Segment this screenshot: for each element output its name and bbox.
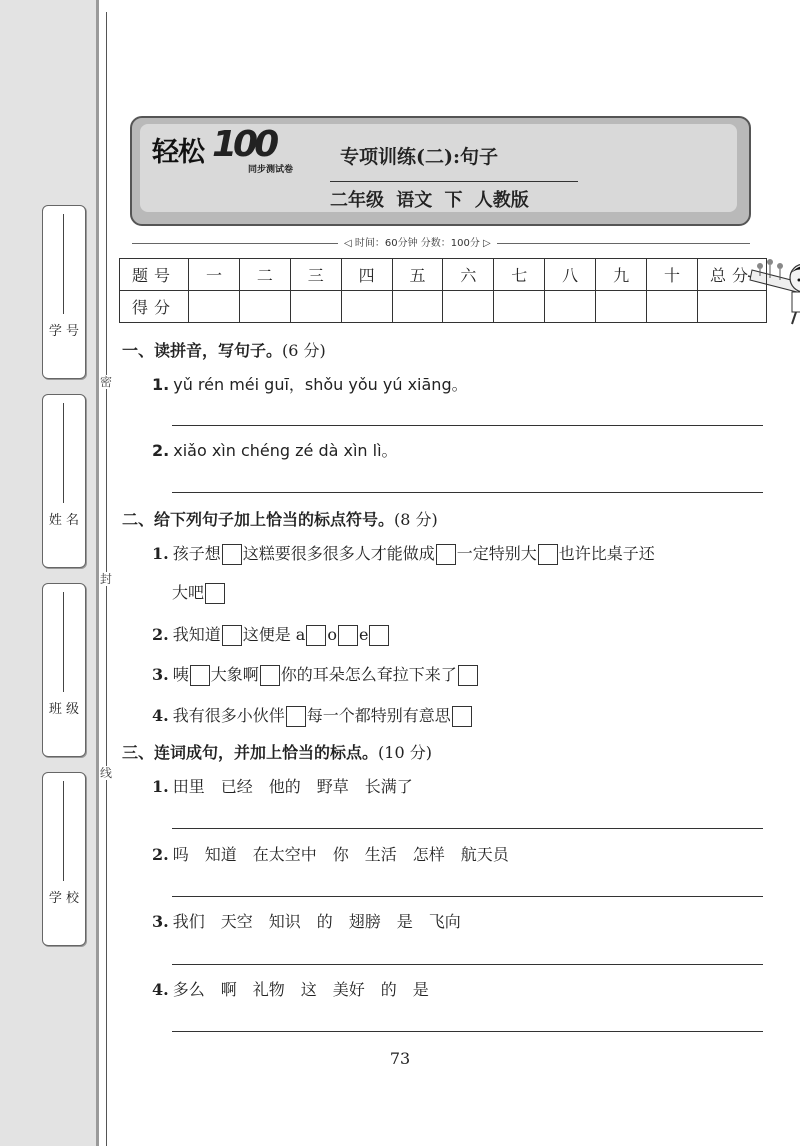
pinyin-text: yǔ rén méi guī，shǒu yǒu yú xiāng。 (173, 375, 468, 394)
question-3-2 (152, 842, 525, 865)
word: 翅膀 (348, 912, 381, 931)
word: 长满了 (364, 777, 413, 796)
word: 航天员 (460, 845, 509, 864)
question-1-2 (152, 438, 398, 461)
question-2-1 (152, 541, 655, 565)
table-header-cell: 九 (596, 259, 647, 291)
sentence-part: 每一个都特别有意思 (306, 706, 451, 725)
page-subtitle: 二年级 语文 下 人教版 (330, 190, 529, 211)
punctuation-box[interactable] (306, 625, 326, 646)
score-cell[interactable] (392, 291, 443, 323)
score-cell[interactable] (647, 291, 698, 323)
score-cell[interactable] (189, 291, 240, 323)
word: 已经 (220, 777, 253, 796)
table-header-cell: 三 (290, 259, 341, 291)
word: 知识 (268, 912, 301, 931)
punctuation-box[interactable] (222, 625, 242, 646)
logo-number: 100 (212, 124, 276, 165)
table-header-cell: 题号 (120, 259, 189, 291)
word: 知道 (204, 845, 237, 864)
score-cell[interactable] (596, 291, 647, 323)
question-number: 2. (152, 441, 170, 460)
word: 野草 (316, 777, 349, 796)
word: 田里 (172, 777, 205, 796)
table-header-cell: 十 (647, 259, 698, 291)
word: 我们 (172, 912, 205, 931)
punctuation-box[interactable] (452, 706, 472, 727)
word: 是 (412, 980, 429, 999)
question-number: 3. (152, 912, 169, 931)
table-header-cell: 七 (494, 259, 545, 291)
seal-mark-xian: 线 (100, 766, 113, 780)
question-2-4 (152, 703, 473, 727)
title-divider (330, 181, 578, 182)
pinyin-text: xiǎo xìn chéng zé dà xìn lì。 (173, 441, 398, 460)
sentence-part: 一定特别大 (456, 544, 537, 563)
answer-line[interactable] (172, 1031, 763, 1032)
name-field[interactable] (42, 394, 86, 568)
table-header-cell: 五 (392, 259, 443, 291)
word: 天空 (220, 912, 253, 931)
sentence-part: o (327, 625, 337, 644)
question-number: 1. (152, 777, 169, 796)
punctuation-box[interactable] (436, 544, 456, 565)
table-header-cell: 六 (443, 259, 494, 291)
binding-rule (96, 0, 99, 1146)
student-id-field[interactable] (42, 205, 86, 379)
question-3-4 (152, 977, 445, 1000)
sentence-part: 我知道 (172, 625, 221, 644)
table-header-cell: 总分 (698, 259, 767, 291)
punctuation-box[interactable] (260, 665, 280, 686)
sentence-part: 大吧 (172, 583, 205, 602)
question-3-3 (152, 909, 477, 932)
question-number: 4. (152, 706, 169, 725)
section-1-points: (6 分) (282, 341, 326, 360)
section-1-heading (122, 338, 326, 361)
sentence-part: 这糕要很多很多人才能做成 (242, 544, 435, 563)
word: 多么 (172, 980, 205, 999)
word: 在太空中 (252, 845, 317, 864)
word: 是 (396, 912, 413, 931)
word: 生活 (364, 845, 397, 864)
answer-line[interactable] (172, 828, 763, 829)
school-label: 学 校 (48, 891, 80, 906)
punctuation-box[interactable] (338, 625, 358, 646)
sentence-part: 咦 (172, 665, 189, 684)
table-header-cell: 二 (239, 259, 290, 291)
student-id-label: 学 号 (48, 324, 80, 339)
section-3-heading (122, 740, 432, 763)
sentence-part: 你的耳朵怎么耷拉下来了 (280, 665, 457, 684)
score-cell[interactable] (545, 291, 596, 323)
score-cell[interactable] (494, 291, 545, 323)
answer-line[interactable] (172, 425, 763, 426)
table-header-cell: 八 (545, 259, 596, 291)
word: 美好 (332, 980, 365, 999)
write-line (63, 592, 64, 692)
score-table-header-row (120, 259, 767, 291)
seal-mark-mi: 密 (100, 375, 113, 389)
word: 飞向 (428, 912, 461, 931)
score-cell[interactable] (341, 291, 392, 323)
word: 吗 (172, 845, 189, 864)
question-2-3 (152, 662, 479, 686)
table-header-cell: 一 (189, 259, 240, 291)
class-field[interactable] (42, 583, 86, 757)
punctuation-box[interactable] (538, 544, 558, 565)
word: 你 (332, 845, 349, 864)
question-number: 1. (152, 375, 170, 394)
sentence-part: 这便是 a (242, 625, 306, 644)
question-number: 2. (152, 625, 169, 644)
question-number: 1. (152, 544, 169, 563)
question-3-1 (152, 774, 429, 797)
write-line (63, 214, 64, 314)
time-score-info: ◁ 时间：60分钟 分数：100分 ▷ (338, 234, 497, 249)
question-number: 4. (152, 980, 169, 999)
section-1-title: 一、读拼音，写句子。 (122, 341, 283, 360)
section-2-heading (122, 507, 438, 530)
word: 的 (316, 912, 333, 931)
table-header-cell: 四 (341, 259, 392, 291)
question-number: 3. (152, 665, 169, 684)
write-line (63, 781, 64, 881)
punctuation-box[interactable] (286, 706, 306, 727)
section-2-title: 二、给下列句子加上恰当的标点符号。 (122, 510, 395, 529)
question-number: 2. (152, 845, 169, 864)
score-cell[interactable] (698, 291, 767, 323)
word: 这 (300, 980, 317, 999)
logo-subtitle: 同步测试卷 (248, 165, 294, 175)
sentence-part: 也许比桌子还 (558, 544, 655, 563)
sentence-part: e (359, 625, 369, 644)
seal-mark-feng: 封 (100, 572, 113, 586)
score-cell[interactable] (443, 291, 494, 323)
header-banner (130, 116, 751, 226)
punctuation-box[interactable] (190, 665, 210, 686)
punctuation-box[interactable] (205, 583, 225, 604)
section-2-points: (8 分) (394, 510, 438, 529)
word: 他的 (268, 777, 301, 796)
score-cell[interactable] (290, 291, 341, 323)
question-1-1 (152, 372, 468, 395)
score-table (119, 258, 767, 323)
name-label: 姓 名 (48, 513, 80, 528)
punctuation-box[interactable] (222, 544, 242, 565)
word: 的 (380, 980, 397, 999)
section-3-title: 三、连词成句，并加上恰当的标点。 (122, 743, 379, 762)
section-3-points: (10 分) (378, 743, 432, 762)
table-row-label: 得分 (120, 291, 189, 323)
answer-line[interactable] (172, 896, 763, 897)
question-2-2 (152, 622, 390, 646)
school-field[interactable] (42, 772, 86, 946)
answer-line[interactable] (172, 964, 763, 965)
question-2-1-cont (172, 580, 226, 604)
word: 礼物 (252, 980, 285, 999)
banner-inner (140, 124, 737, 212)
write-line (63, 403, 64, 503)
class-label: 班 级 (48, 702, 80, 717)
punctuation-box[interactable] (369, 625, 389, 646)
page-title: 专项训练(二):句子 (340, 146, 498, 168)
page-number: 73 (389, 1049, 411, 1068)
punctuation-box[interactable] (458, 665, 478, 686)
binding-margin (0, 0, 96, 1146)
score-cell[interactable] (239, 291, 290, 323)
word: 啊 (220, 980, 237, 999)
answer-line[interactable] (172, 492, 763, 493)
sentence-part: 孩子想 (172, 544, 221, 563)
sentence-part: 我有很多小伙伴 (172, 706, 285, 725)
sentence-part: 大象啊 (210, 665, 259, 684)
score-table-score-row (120, 291, 767, 323)
logo-text: 轻松 (152, 137, 204, 168)
word: 怎样 (412, 845, 445, 864)
